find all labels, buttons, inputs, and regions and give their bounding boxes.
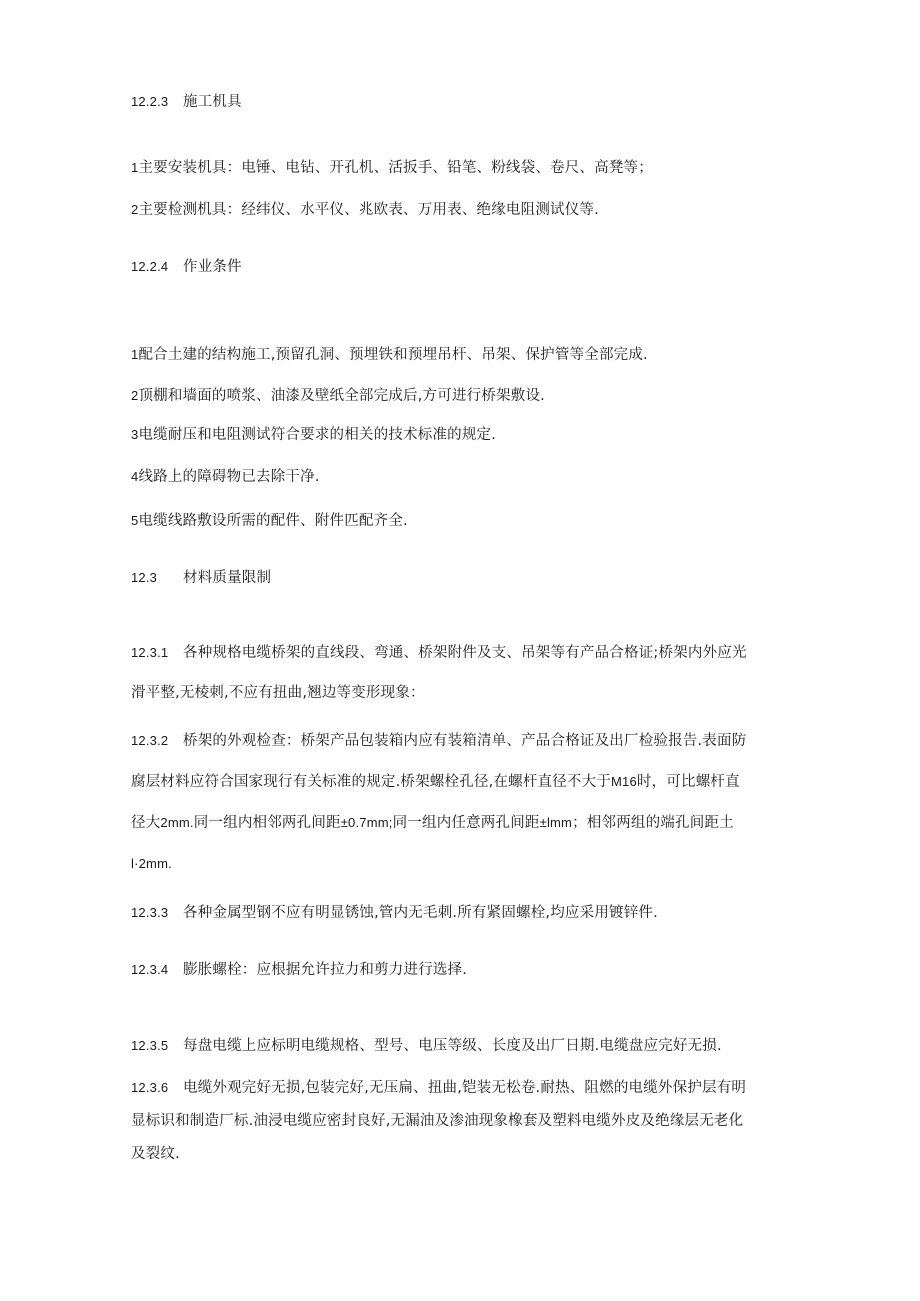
paragraph-12-3-4 xyxy=(131,960,791,980)
paragraph-text: 电缆外观完好无损,包装完好,无压扁、扭曲,铠装无松卷.耐热、阻燃的电缆外保护层有明 xyxy=(183,1080,747,1096)
item-text: 主要安装机具：电锤、电钻、开孔机、活扳手、铅笔、粉线袋、卷尺、高凳等； xyxy=(138,160,653,176)
section-number: 12.3.3 xyxy=(131,905,169,920)
paragraph-line xyxy=(131,813,791,833)
paragraph-line xyxy=(131,643,791,663)
item-number: 2 xyxy=(131,202,139,217)
section-number: 12.3.5 xyxy=(131,1038,169,1053)
paragraph-line: 滑平整,无棱刺,不应有扭曲,翘边等变形现象： xyxy=(131,685,425,701)
paragraph-line: 及裂纹. xyxy=(131,1146,180,1162)
section-number: 12.2.4 xyxy=(131,259,169,274)
paragraph-text: 腐层材料应符合国家现行有关标准的规定.桥架螺栓孔径,在螺杆直径不大于 xyxy=(131,774,612,790)
item-text: 电缆耐压和电阻测试符合要求的相关的技术标准的规定. xyxy=(138,427,497,443)
section-heading-12-3 xyxy=(131,568,791,588)
paragraph-line: 显标识和制造厂标.油浸电缆应密封良好,无漏油及渗油现象橡套及塑料电缆外皮及绝缘层无老化 xyxy=(131,1113,744,1129)
paragraph-line xyxy=(131,772,791,792)
paragraph-12-3-5 xyxy=(131,1036,791,1056)
section-number: 12.2.3 xyxy=(131,94,169,109)
paragraph-text: 桥架的外观检查：桥架产品包装箱内应有装箱清单、产品合格证及出厂检验报告.表面防 xyxy=(183,733,747,749)
item-number: 3 xyxy=(131,427,139,442)
spec-value: ±0.7mm; xyxy=(340,815,393,830)
item-text: 顶棚和墙面的喷浆、油漆及壁纸全部完成后,方可进行桥架敷设. xyxy=(138,388,545,404)
spec-value: M16 xyxy=(611,774,637,789)
section-title: 材料质量限制 xyxy=(183,570,272,586)
section-title: 作业条件 xyxy=(183,259,242,275)
section-heading-12-2-4 xyxy=(131,257,791,277)
list-item-condition-5 xyxy=(131,511,791,531)
item-number: 2 xyxy=(131,388,139,403)
paragraph-text: 每盘电缆上应标明电缆规格、型号、电压等级、长度及出厂日期.电缆盘应完好无损. xyxy=(183,1038,722,1054)
list-item-condition-4 xyxy=(131,467,791,487)
paragraph-12-3-2 xyxy=(131,731,791,874)
paragraph-text: 同一组内任意两孔间距 xyxy=(392,815,540,831)
paragraph-text: 各种金属型钢不应有明显锈蚀,管内无毛刺.所有紧固螺栓,均应采用镀锌件. xyxy=(183,905,658,921)
spec-value: ±lmm xyxy=(539,815,573,830)
section-number: 12.3.1 xyxy=(131,645,169,660)
paragraph-line xyxy=(131,1078,791,1098)
section-number: 12.3.6 xyxy=(131,1080,169,1095)
item-text: 主要检测机具：经纬仪、水平仪、兆欧表、万用表、绝缘电阻测试仪等. xyxy=(138,202,599,218)
section-number: 12.3.2 xyxy=(131,733,169,748)
section-heading-12-2-3 xyxy=(131,92,791,112)
paragraph-line xyxy=(131,731,791,751)
item-number: 1 xyxy=(131,160,139,175)
section-number: 12.3 xyxy=(131,570,158,585)
list-item-condition-2 xyxy=(131,386,791,406)
paragraph-12-3-3 xyxy=(131,903,791,923)
item-number: 5 xyxy=(131,513,139,528)
item-number: 1 xyxy=(131,347,139,362)
paragraph-12-3-6 xyxy=(131,1078,791,1164)
paragraph-text: 同一组内相邻两孔间距 xyxy=(193,815,341,831)
item-number: 4 xyxy=(131,469,139,484)
list-item-tools-2 xyxy=(131,200,791,220)
paragraph-text: 时，可比螺杆直 xyxy=(636,774,740,790)
item-text: 线路上的障碍物已去除干净. xyxy=(138,469,320,485)
paragraph-line: l·2mm. xyxy=(131,856,172,871)
item-text: 电缆线路敷设所需的配件、附件匹配齐全. xyxy=(138,513,408,529)
paragraph-text: 径大 xyxy=(131,815,161,831)
paragraph-text: 各种规格电缆桥架的直线段、弯通、桥架附件及支、吊架等有产品合格证;桥架内外应光 xyxy=(183,645,747,661)
paragraph-12-3-1 xyxy=(131,643,791,703)
section-number: 12.3.4 xyxy=(131,962,169,977)
list-item-condition-3 xyxy=(131,425,791,445)
section-title: 施工机具 xyxy=(183,94,242,110)
list-item-tools-1 xyxy=(131,158,791,178)
paragraph-text: ；相邻两组的端孔间距土 xyxy=(572,815,734,831)
paragraph-text: 膨胀螺栓：应根据允许拉力和剪力进行选择. xyxy=(183,962,468,978)
spec-value: 2mm. xyxy=(160,815,194,830)
item-text: 配合土建的结构施工,预留孔洞、预埋铁和预埋吊杆、吊架、保护管等全部完成. xyxy=(138,347,648,363)
list-item-condition-1 xyxy=(131,345,791,365)
